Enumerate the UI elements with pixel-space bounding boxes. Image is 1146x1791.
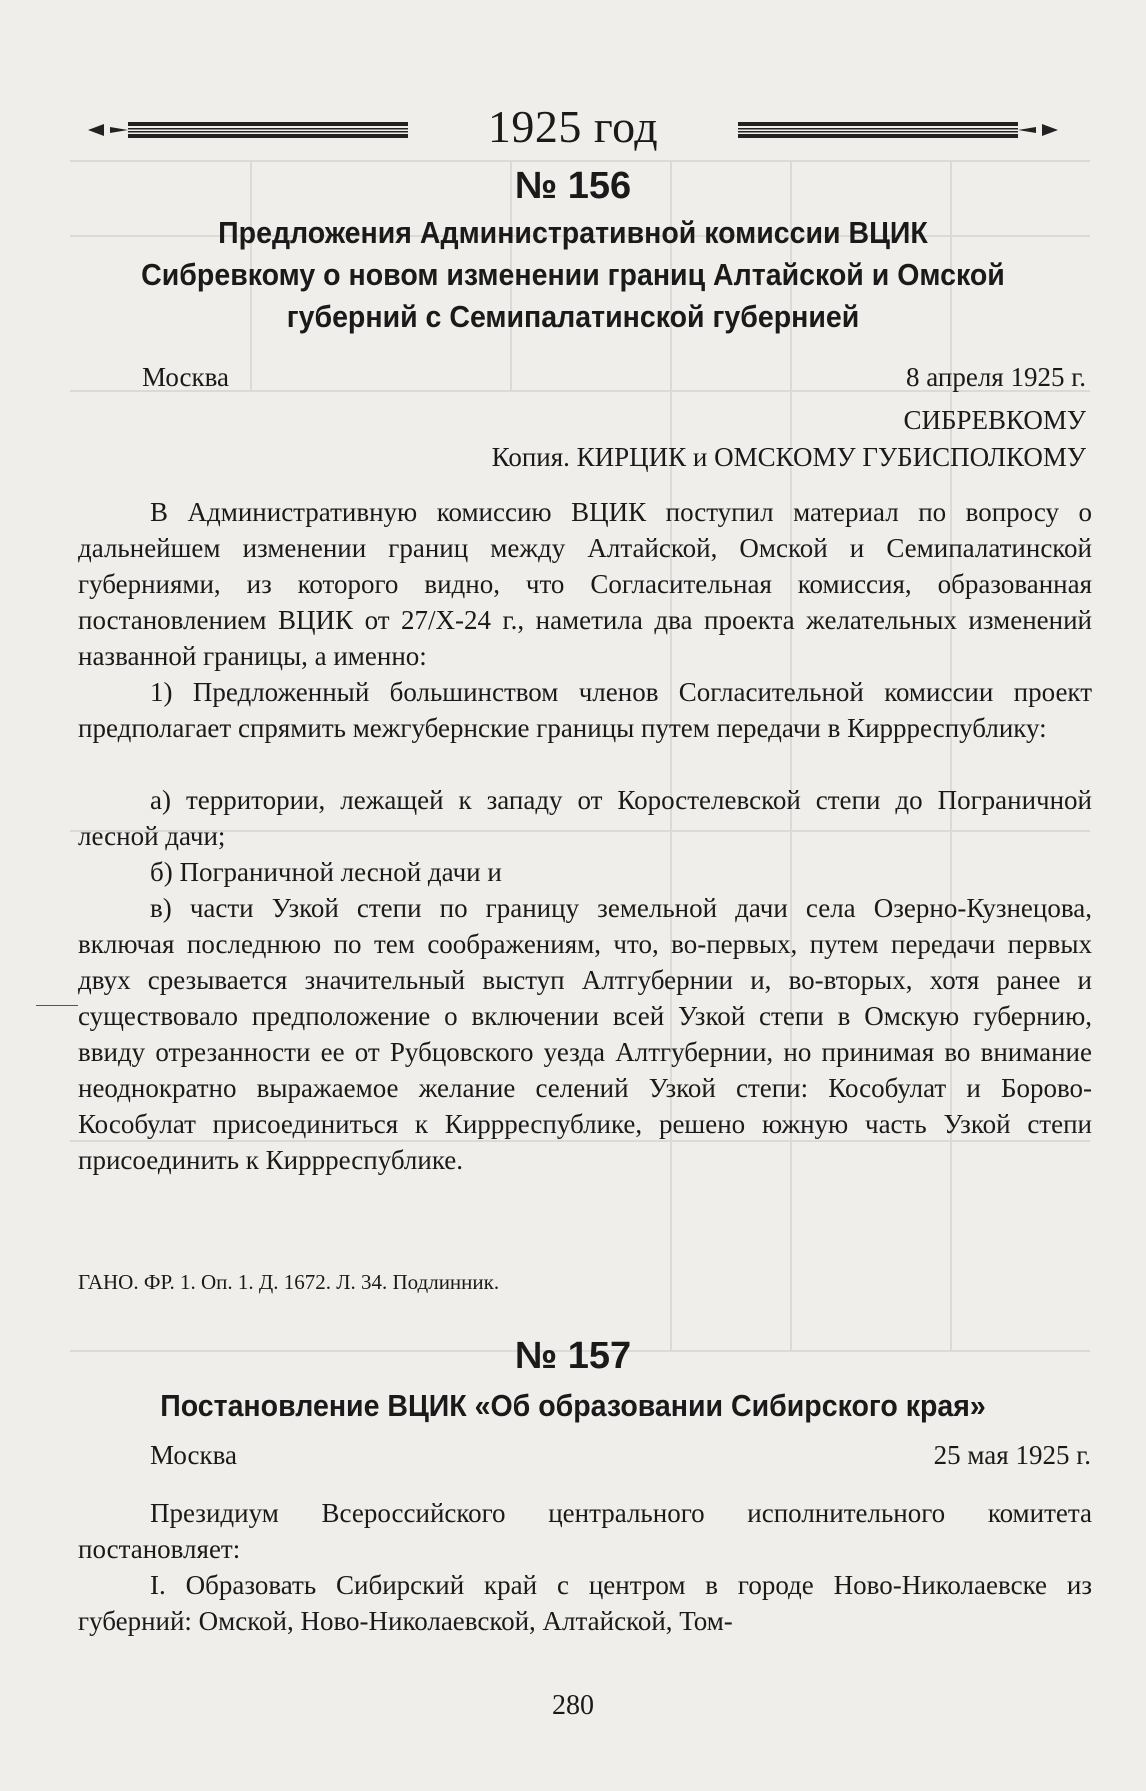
- doc-157-place: Москва: [150, 1440, 237, 1470]
- doc-156-paragraph-5: в) части Узкой степи по границу земельной дачи села Озерно-Кузнецова, включая последнюю по тем соображениям, что, во-первых, путем передачи первых двух срезывается значительный выступ Алтгубернии и, во-вторых, хотя ранее и существовало предположение о включении всей Узкой степи в Омскую губернию, ввиду отрезанности ее от Рубцовского уезда Алтгубернии, но принимая во внимание неоднократно выражаемое желание селений Узкой степи: Кособулат и Борово-Кособулат присоединиться к Киррреспублике, решено южную часть Узкой степи присоединить к Киррреспублике.: [78, 893, 1092, 1175]
- doc-156-paragraph-2: 1) Предложенный большинством членов Согласительной комиссии проект предполагает спрямить межгубернские границы путем передачи в Киррреспублику:: [78, 677, 1092, 743]
- margin-pencil-mark: [36, 1005, 78, 1006]
- doc-156-copy-line: Копия. КИРЦИК и ОМСКОМУ ГУБИСПОЛКОМУ: [491, 442, 1086, 472]
- page-number: 280: [552, 1690, 594, 1721]
- doc-156-date: 8 апреля 1925 г.: [906, 362, 1086, 392]
- doc-156-number: № 156: [514, 165, 632, 207]
- doc-157-number: № 157: [514, 1335, 632, 1377]
- doc-156-place: Москва: [142, 362, 229, 392]
- doc-156-archive-source: ГАНО. ФР. 1. Оп. 1. Д. 1672. Л. 34. Подлинник.: [78, 1270, 500, 1294]
- doc-157-title: Постановление ВЦИК «Об образовании Сибирского края»: [160, 1388, 986, 1423]
- doc-156-paragraph-4: б) Пограничной лесной дачи и: [150, 857, 502, 887]
- year-header: [0, 100, 1146, 160]
- doc-157-date: 25 мая 1925 г.: [933, 1440, 1091, 1470]
- doc-156-paragraph-1: В Административную комиссию ВЦИК поступил материал по вопросу о дальнейшем изменении границ между Алтайской, Омской и Семипалатинской губерниями, из которого видно, что Согласительная комиссия, образованная постановлением ВЦИК от 27/X-24 г., наметила два проекта желательных изменений названной границы, а именно:: [78, 497, 1092, 671]
- doc-156-paragraph-3: а) территории, лежащей к западу от Коростелевской степи до Пограничной лесной дачи;: [78, 785, 1092, 851]
- doc-156-addressee: СИБРЕВКОМУ: [903, 405, 1086, 435]
- doc-157-paragraph-2: I. Образовать Сибирский край с центром в городе Ново-Николаевске из губерний: Омской, Ново-Николаевской, Алтайской, Том-: [78, 1570, 1092, 1636]
- doc-157-paragraph-1: Президиум Всероссийского центрального исполнительного комитета постановляет:: [78, 1498, 1092, 1564]
- right-ornament-icon: [738, 118, 1058, 142]
- year-title: 1925 год: [487, 101, 659, 152]
- doc-156-title: Предложения Административной комиссии ВЦИК Сибревкому о новом изменении границ Алтайской и Омской губерний с Семипалатинской губернией: [141, 215, 1005, 334]
